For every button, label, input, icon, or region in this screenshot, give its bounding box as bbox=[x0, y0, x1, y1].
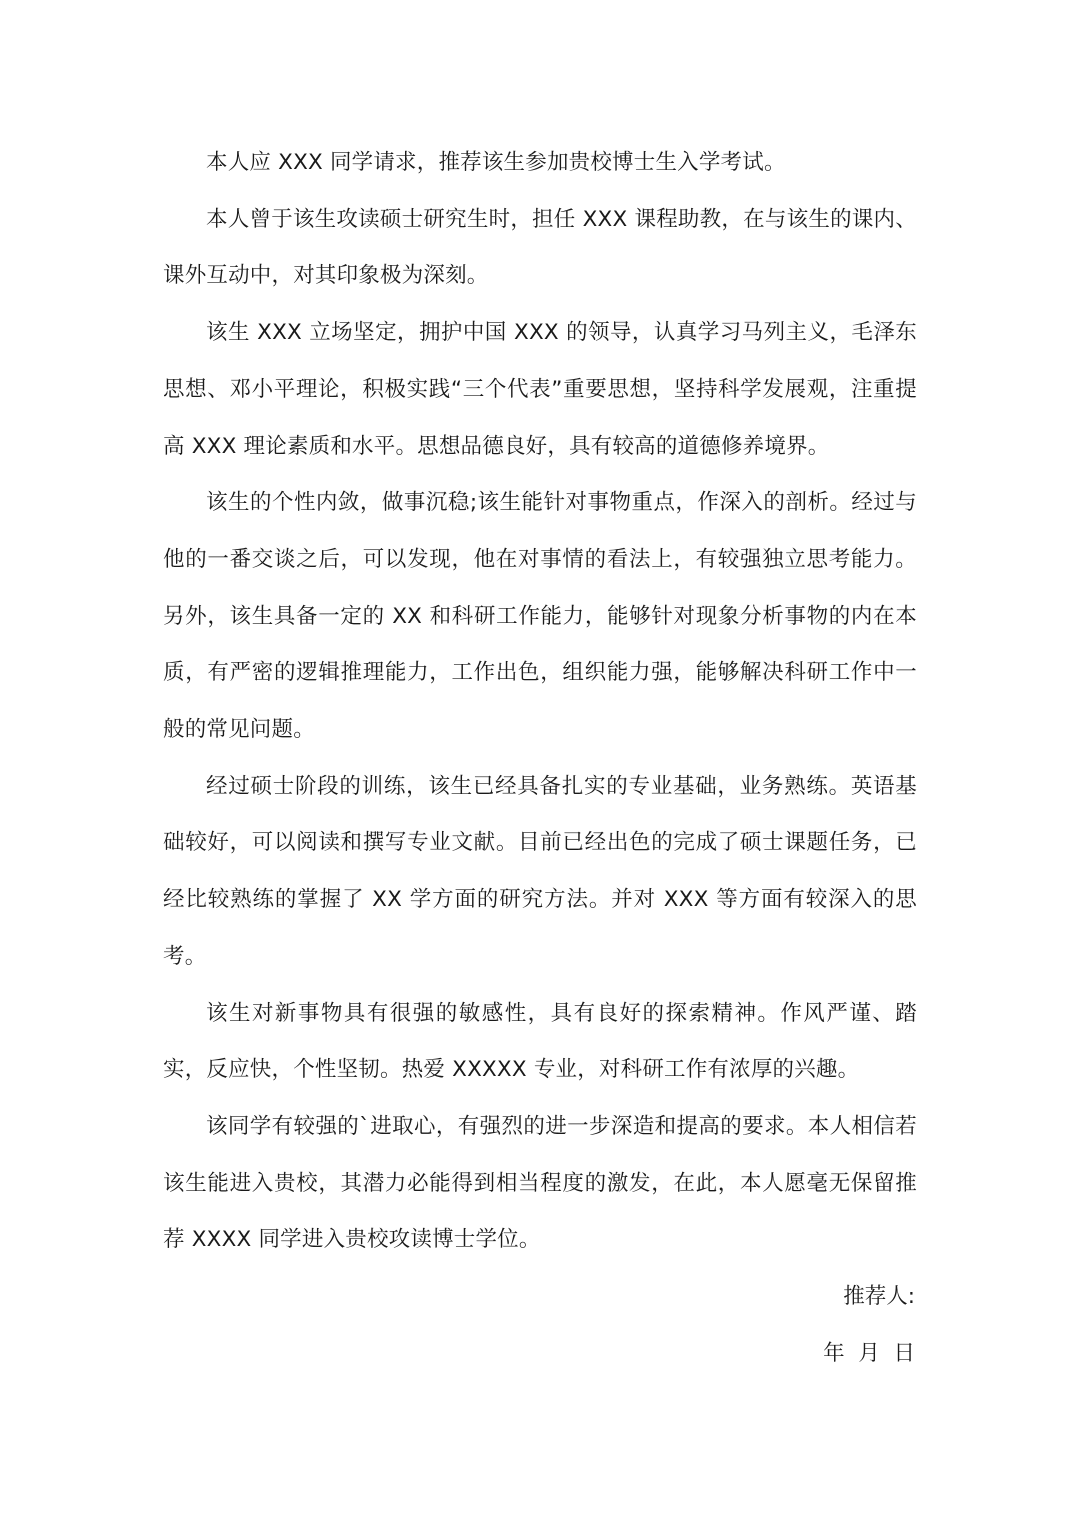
paragraph-research-attitude: 该生对新事物具有很强的敏感性，具有良好的探索精神。作风严谨、踏实，反应快，个性坚韧。热爱 XXXXX 专业，对科研工作有浓厚的兴趣。 bbox=[163, 1000, 917, 1083]
date-label: 年 月 日 bbox=[823, 1340, 915, 1366]
paragraph-political-stance: 该生 XXX 立场坚定，拥护中国 XXX 的领导，认真学习马列主义，毛泽东思想、邓小平理论，积极实践“三个代表”重要思想，坚持科学发展观，注重提高 XXX 理论素质和水平。思想品德良好，具有较高的道德修养境界。 bbox=[163, 320, 917, 459]
letter-body bbox=[163, 135, 917, 1269]
paragraph-personality: 该生的个性内敛，做事沉稳;该生能针对事物重点，作深入的剖析。经过与他的一番交谈之后，可以发现，他在对事情的看法上，有较强独立思考能力。另外，该生具备一定的 XX 和科研工作能力，能够针对现象分析事物的内在本质，有严密的逻辑推理能力，工作出色，组织能力强，能够解决科研工作中一般的常见问题。 bbox=[163, 490, 917, 743]
paragraph-request: 本人应 XXX 同学请求，推荐该生参加贵校博士生入学考试。 bbox=[206, 150, 786, 175]
recommender-label: 推荐人: bbox=[843, 1284, 915, 1310]
paragraph-academic-training: 经过硕士阶段的训练，该生已经具备扎实的专业基础，业务熟练。英语基础较好，可以阅读和撰写专业文献。目前已经出色的完成了硕士课题任务，已经比较熟练的掌握了 XX 学方面的研究方法。并对 XXX 等方面有较深入的思考。 bbox=[163, 773, 917, 969]
signature-block bbox=[163, 1269, 917, 1382]
paragraph-acquaintance: 本人曾于该生攻读硕士研究生时，担任 XXX 课程助教，在与该生的课内、课外互动中，对其印象极为深刻。 bbox=[163, 206, 917, 289]
paragraph-recommendation: 该同学有较强的`进取心，有强烈的进一步深造和提高的要求。本人相信若该生能进入贵校，其潜力必能得到相当程度的激发，在此，本人愿毫无保留推荐 XXXX 同学进入贵校攻读博士学位。 bbox=[163, 1113, 917, 1253]
